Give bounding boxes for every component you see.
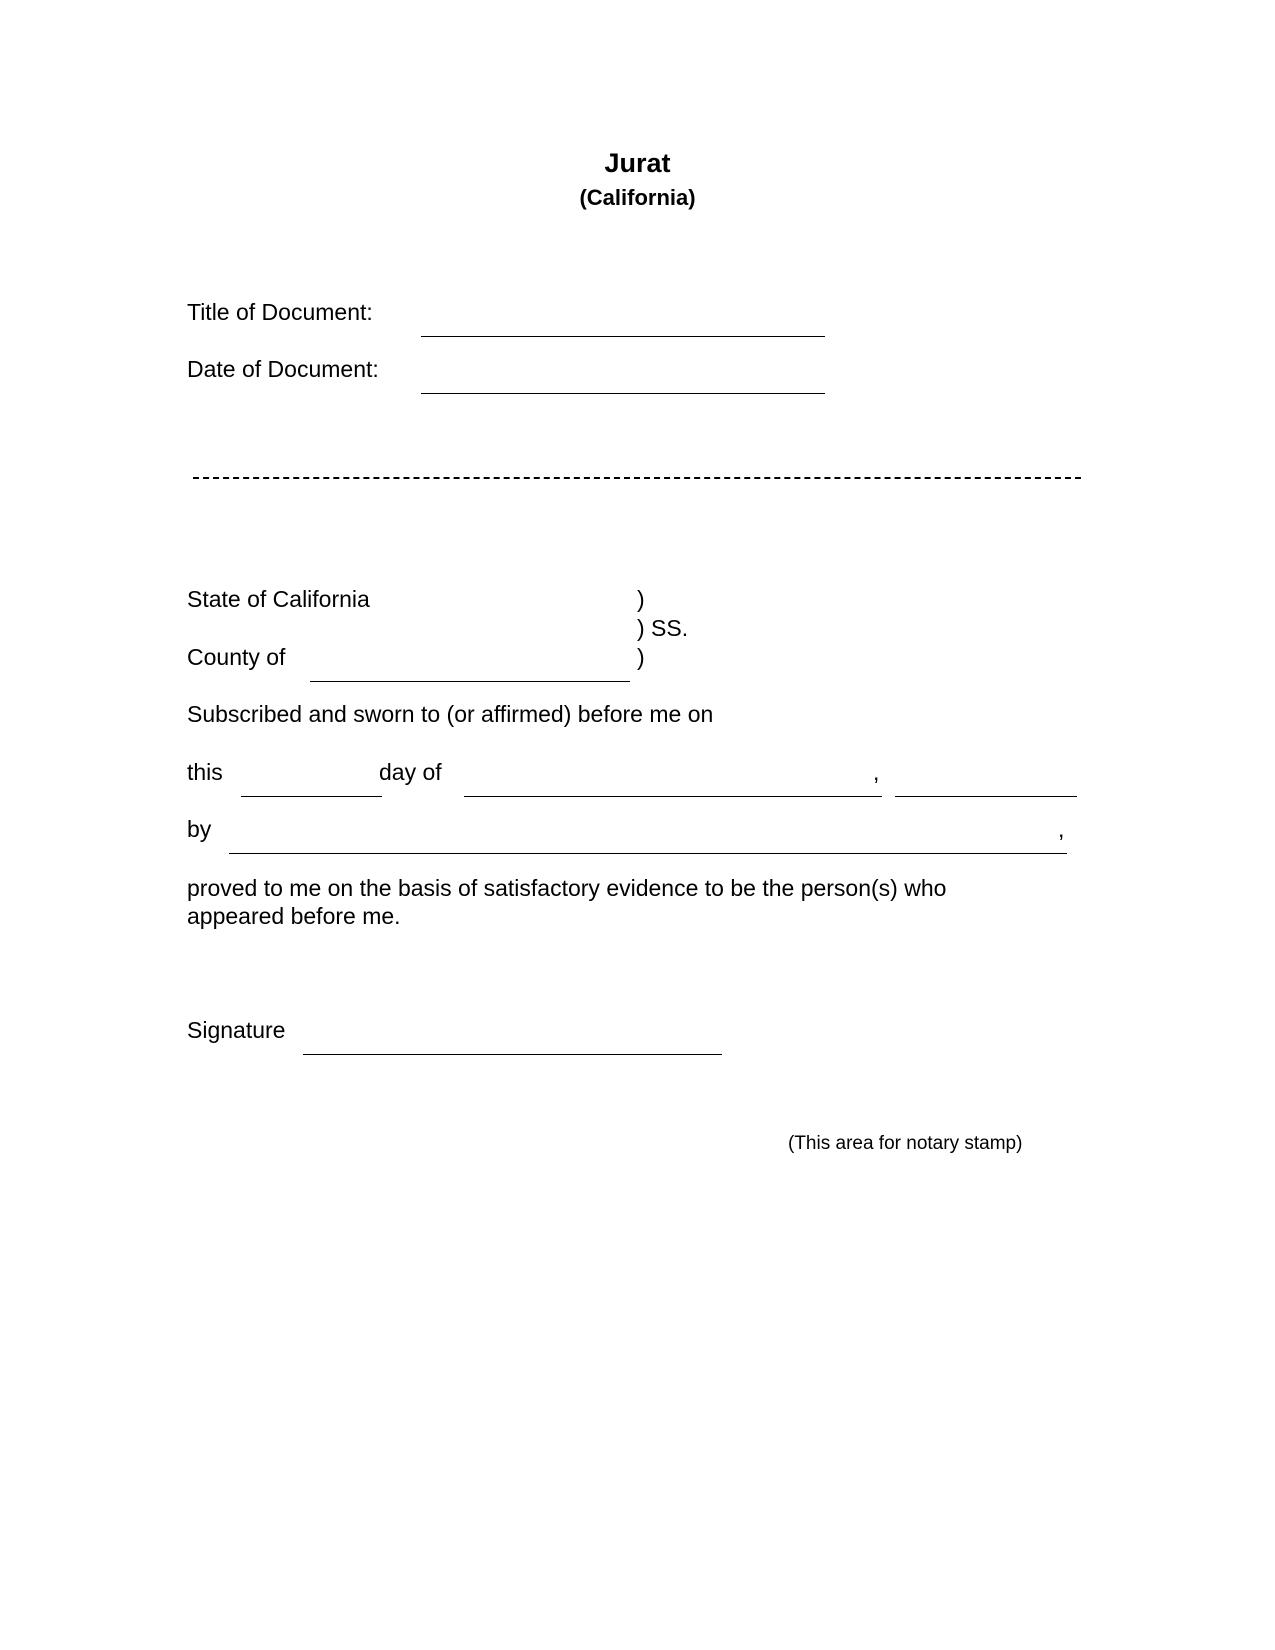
comma-after-name: , bbox=[1058, 816, 1065, 842]
by-label: by bbox=[187, 816, 212, 842]
date-of-document-blank[interactable] bbox=[421, 373, 825, 394]
state-label: State of California bbox=[187, 586, 370, 612]
title-of-document-blank[interactable] bbox=[421, 316, 825, 337]
date-of-document-label: Date of Document: bbox=[187, 356, 379, 382]
venue-paren-1: ) bbox=[637, 586, 645, 612]
year-field[interactable] bbox=[886, 758, 1077, 802]
title-of-document-label: Title of Document: bbox=[187, 299, 373, 325]
day-field[interactable] bbox=[232, 758, 382, 802]
signature-label: Signature bbox=[187, 1017, 286, 1043]
affiant-name-blank[interactable] bbox=[229, 833, 1067, 854]
this-label: this bbox=[187, 759, 223, 785]
comma-after-month: , bbox=[873, 759, 880, 785]
subscribed-statement: Subscribed and sworn to (or affirmed) before me on bbox=[187, 701, 714, 727]
venue-paren-3: ) bbox=[637, 644, 645, 670]
month-field[interactable] bbox=[455, 758, 882, 802]
month-blank[interactable] bbox=[464, 776, 882, 797]
document-subtitle: (California) bbox=[579, 185, 696, 210]
county-field[interactable] bbox=[301, 643, 630, 687]
date-of-document-field[interactable] bbox=[412, 355, 825, 399]
dashed-separator bbox=[193, 477, 1081, 479]
venue-ss: ) SS. bbox=[637, 615, 689, 641]
year-blank[interactable] bbox=[895, 776, 1077, 797]
county-blank[interactable] bbox=[310, 661, 630, 682]
proof-statement: proved to me on the basis of satisfactory evidence to be the person(s) who appeared before me. bbox=[187, 875, 947, 929]
signature-blank[interactable] bbox=[303, 1034, 722, 1055]
day-of-label: day of bbox=[379, 759, 442, 785]
affiant-name-field[interactable] bbox=[220, 815, 1067, 859]
document-title: Jurat bbox=[604, 148, 671, 178]
notary-stamp-note: (This area for notary stamp) bbox=[788, 1133, 1023, 1154]
signature-field[interactable] bbox=[294, 1016, 722, 1060]
title-of-document-field[interactable] bbox=[412, 298, 825, 342]
county-label: County of bbox=[187, 644, 286, 670]
day-blank[interactable] bbox=[241, 776, 382, 797]
